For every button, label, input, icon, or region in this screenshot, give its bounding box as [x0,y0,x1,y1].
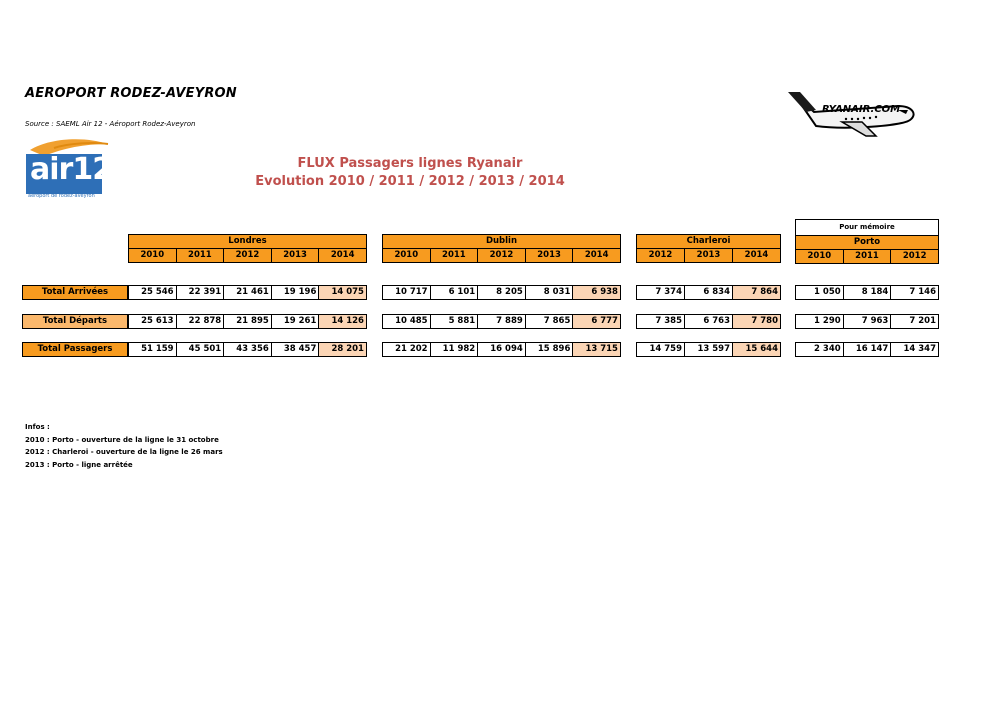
table-cell: 19 196 [272,286,320,299]
table-cell: 10 717 [383,286,431,299]
document-title: AEROPORT RODEZ-AVEYRON [25,86,237,101]
year-header: 2012 [478,249,526,262]
table-cell: 7 889 [478,315,526,328]
table-cell: 7 374 [637,286,685,299]
table-cell: 1 050 [796,286,844,299]
table-cell: 19 261 [272,315,320,328]
table-cell: 6 101 [431,286,479,299]
route-name: Charleroi [637,235,780,249]
table-row-arrivees-porto [795,285,939,300]
year-header: 2010 [129,249,177,262]
row-label-departs: Total Départs [22,314,128,329]
route-name: Dublin [383,235,620,249]
route-header-charleroi [636,234,781,263]
year-header: 2012 [224,249,272,262]
table-cell: 16 094 [478,343,526,356]
table-cell: 6 763 [685,315,733,328]
year-header: 2011 [431,249,479,262]
ryanair-logo [786,88,921,140]
year-header: 2013 [272,249,320,262]
table-cell: 22 878 [177,315,225,328]
table-cell: 21 202 [383,343,431,356]
table-cell: 14 347 [903,344,937,354]
year-header: 2013 [685,249,733,262]
table-cell: 51 159 [129,343,177,356]
table-cell-highlight: 6 938 [573,286,620,299]
table-cell: 13 597 [685,343,733,356]
row-label-arrivees: Total Arrivées [22,285,128,300]
air12-logo-text: air12 [30,152,113,187]
table-cell: 7 385 [637,315,685,328]
table-row-passagers-porto [795,342,939,357]
year-header: 2014 [319,249,366,262]
table-cell: 7 146 [909,287,937,297]
year-header: 2014 [573,249,620,262]
year-header: 2012 [891,250,938,263]
row-label-passagers: Total Passagers [22,342,128,357]
year-header: 2010 [383,249,431,262]
year-header: 2011 [177,249,225,262]
table-cell-highlight: 7 864 [733,286,780,299]
table-cell-highlight: 7 780 [733,315,780,328]
table-cell: 6 834 [685,286,733,299]
table-cell: 5 881 [431,315,479,328]
infos-line: 2012 : Charleroi - ouverture de la ligne le 26 mars [25,448,223,456]
year-header: 2011 [844,250,892,263]
table-cell: 7 963 [844,315,892,328]
table-cell-highlight: 13 715 [573,343,620,356]
air12-logo-subtitle: aéroport de rodez-aveyron [28,193,95,199]
table-row-departs-dublin [382,314,621,329]
table-cell: 15 896 [526,343,574,356]
table-cell-highlight: 14 126 [319,315,366,328]
ryanair-logo-text: RYANAIR.COM [822,104,901,115]
memo-label: Pour mémoire [796,220,938,236]
route-name: Londres [129,235,366,249]
table-row-departs-porto [795,314,939,329]
route-header-londres [128,234,367,263]
table-row-arrivees-dublin [382,285,621,300]
table-cell-highlight: 6 777 [573,315,620,328]
table-cell: 21 461 [224,286,272,299]
infos-title: Infos : [25,423,50,431]
table-cell: 21 895 [224,315,272,328]
table-cell-highlight: 28 201 [319,343,366,356]
air12-logo [24,138,114,203]
table-cell: 7 201 [909,316,937,326]
year-header: 2013 [526,249,574,262]
infos-line: 2010 : Porto - ouverture de la ligne le 31 octobre [25,435,219,444]
table-cell: 8 184 [844,286,892,299]
table-cell: 16 147 [844,343,892,356]
table-cell: 8 031 [526,286,574,299]
route-name: Porto [796,236,938,250]
year-header: 2012 [637,249,685,262]
table-cell: 22 391 [177,286,225,299]
table-row-departs-londres [128,314,367,329]
table-cell: 14 759 [637,343,685,356]
table-cell: 10 485 [383,315,431,328]
table-row-passagers-londres [128,342,367,357]
table-row-passagers-charleroi [636,342,781,357]
year-header: 2014 [733,249,780,262]
table-cell: 45 501 [177,343,225,356]
chart-heading-line1: FLUX Passagers lignes Ryanair [297,156,523,171]
source-note: Source : SAEML Air 12 - Aéroport Rodez-Aveyron [25,120,196,128]
route-header-porto [795,219,939,264]
table-row-arrivees-londres [128,285,367,300]
table-cell: 25 613 [129,315,177,328]
table-row-departs-charleroi [636,314,781,329]
chart-heading-line2: Evolution 2010 / 2011 / 2012 / 2013 / 2014 [255,174,565,189]
table-cell: 43 356 [224,343,272,356]
table-cell: 8 205 [478,286,526,299]
year-header: 2010 [796,250,844,263]
table-cell: 7 865 [526,315,574,328]
table-cell-highlight: 15 644 [733,343,780,356]
infos-line: 2013 : Porto - ligne arrêtée [25,460,133,469]
route-header-dublin [382,234,621,263]
table-cell: 1 290 [796,315,844,328]
infos-section [25,421,223,471]
table-cell: 11 982 [431,343,479,356]
table-row-arrivees-charleroi [636,285,781,300]
table-cell: 38 457 [272,343,320,356]
table-row-passagers-dublin [382,342,621,357]
table-cell: 2 340 [796,343,844,356]
table-cell-highlight: 14 075 [319,286,366,299]
table-cell: 25 546 [129,286,177,299]
